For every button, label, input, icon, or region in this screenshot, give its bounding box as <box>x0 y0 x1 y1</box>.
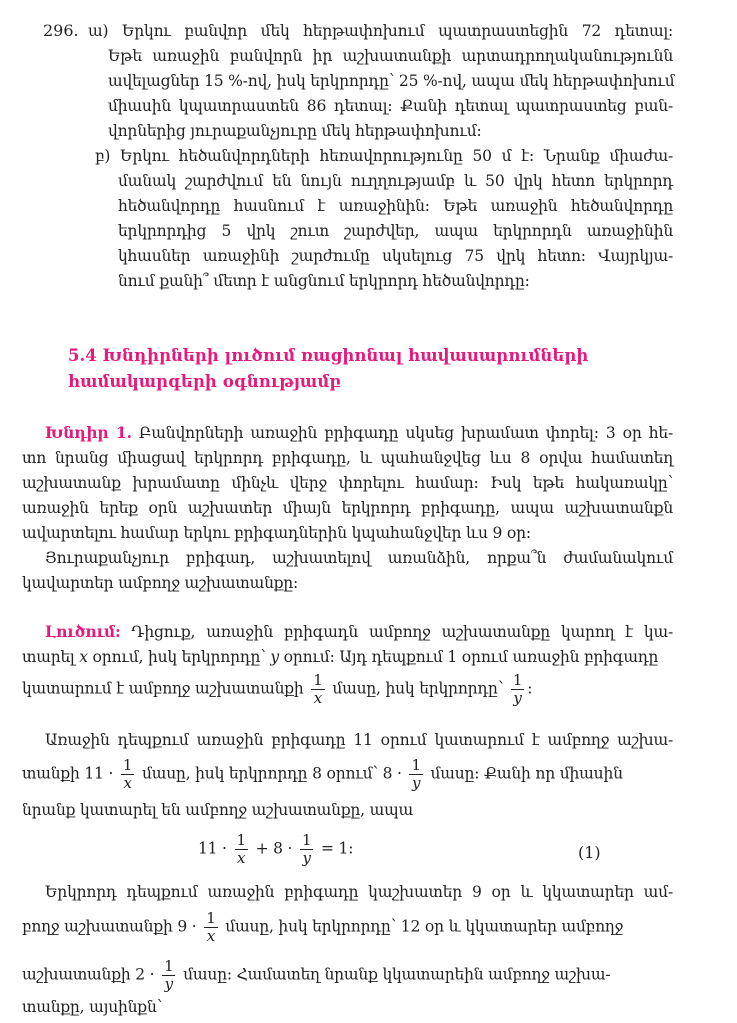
task-label: Խնդիր 1. <box>45 423 132 442</box>
problem-b-line: կհասներ առաջինի շարժումը սկսելուց 75 վրկ հետո: Վայրկյա- <box>118 247 673 265</box>
fraction-1-over-y <box>511 672 524 707</box>
problem-a-line: Եթե առաջին բանվորն իր աշխատանքի արտադրողականությունն <box>108 47 673 65</box>
variable-x: x <box>79 648 88 666</box>
problem-b-line: նում քանի՞ մետր է անցնում երկրորդ հեծանվորդը: <box>118 272 530 290</box>
solution-line <box>22 647 658 667</box>
text: մասը, իսկ երկրորդը 8 օրում՝ 8 · <box>137 764 407 783</box>
denominator: x <box>313 689 323 707</box>
solution-line <box>45 622 673 642</box>
fraction-1-over-x <box>121 757 134 792</box>
numerator: 1 <box>122 756 133 774</box>
fraction-1-over-x <box>235 832 248 867</box>
task-line: ավարտելու համար երկու բրիգադներին կպահանջվեր ևս 9 օր: <box>22 524 531 542</box>
fraction-1-over-y <box>162 958 175 993</box>
problem-number: 296. <box>43 21 79 40</box>
text: տարել <box>22 648 80 666</box>
numerator: 1 <box>164 957 174 975</box>
task-line: տո նրանց միացավ երկրորդ բրիգադը, և պահանջվեց ևս 8 օրվա համատեղ <box>22 449 673 467</box>
task-line: առաջին երեք օրն աշխատեր միայն երկրորդ բրիգադը, ապա աշխատանքն <box>22 499 673 517</box>
section-title: համակարգերի օգնությամբ <box>68 372 341 391</box>
text: տանքի 11 · <box>22 764 118 783</box>
denominator: y <box>411 774 421 792</box>
denominator: y <box>513 689 522 707</box>
equation-number: (1) <box>578 843 601 862</box>
solution-line <box>22 958 610 993</box>
task-question: Յուրաքանչյուր բրիգադ, աշխատելով առանձին, որքա՞ն ժամանակում <box>45 549 673 567</box>
text: օրում: Այդ դեպքում 1 օրում առաջին բրիգադը <box>278 648 659 666</box>
problem-b-line: բ) Երկու հեծանվորդների հեռավորությունը 50 մ է: Նրանք միաժա- <box>95 147 673 165</box>
task-text: Բանվորների առաջին բրիգադը սկսեց խրամատ փորել: 3 օր հե- <box>131 424 673 442</box>
solution-line <box>22 910 623 945</box>
fraction-1-over-x <box>204 910 217 945</box>
denominator: y <box>164 975 173 993</box>
variable-y: y <box>270 648 279 666</box>
text: մասը: Համատեղ նրանք կկատարեին ամբողջ աշխա- <box>178 965 611 984</box>
numerator: 1 <box>512 671 523 689</box>
solution-line: Երկրորդ դեպքում առաջին բրիգադը կաշխատեր 9 օր և կկատարեր ամ- <box>45 883 673 901</box>
task-question: կավարտեր ամբողջ աշխատանքը: <box>22 574 299 592</box>
denominator: y <box>302 849 311 867</box>
text: կատարում է ամբողջ աշխատանքի <box>22 679 309 698</box>
fraction-1-over-x <box>311 672 324 707</box>
fraction-1-over-y <box>300 832 313 867</box>
text: մասը, իսկ երկրորդը՝ <box>327 679 508 698</box>
denominator: x <box>206 927 215 945</box>
section-title: 5.4 Խնդիրների լուծում ռացիոնալ հավասարումների <box>68 346 589 365</box>
text: մասը, իսկ երկրորդը՝ 12 օր և կկատարեր ամբողջ <box>220 917 624 936</box>
problem-b-line: երկրորդից 5 վրկ շուտ շարժվեր, ապա երկրորդն առաջինին <box>118 222 673 240</box>
problem-a-line: ավելացներ 15 %-ով, իսկ երկրորդը՝ 25 %-ով, ապա մեկ հերթափոխում <box>108 72 675 90</box>
text: = 1: <box>316 839 354 858</box>
equation-1 <box>198 832 353 867</box>
problem-b-line: մանակ շարժվում են նույն ուղղությամբ և 50 վրկ հետո երկրորդ <box>118 172 673 190</box>
solution-label: Լուծում: <box>45 622 121 641</box>
problem-b-line: հեծանվորդը հասնում է առաջինին: Եթե առաջին հեծանվորդը <box>118 197 673 215</box>
solution-line <box>22 672 532 707</box>
denominator: x <box>237 849 246 867</box>
text: մասը: Քանի որ միասին <box>425 764 623 783</box>
solution-line: տանքը, այսինքն՝ <box>22 998 163 1016</box>
denominator: x <box>123 774 132 792</box>
problem-a-line: վորներից յուրաքանչյուրը մեկ հերթափոխում: <box>108 122 482 140</box>
solution-line: նրանք կատարել են ամբողջ աշխատանքը, ապա <box>22 801 413 819</box>
solution-text: Դիցուք, առաջին բրիգադն ամբողջ աշխատանքը կարող է կա- <box>120 623 673 641</box>
text: աշխատանքի 2 · <box>22 965 160 984</box>
fraction-1-over-y <box>409 757 422 792</box>
solution-line: Առաջին դեպքում առաջին բրիգադը 11 օրում կատարում է ամբողջ աշխա- <box>45 731 673 749</box>
text: օրում, իսկ երկրորդը՝ <box>87 648 271 666</box>
numerator: 1 <box>301 831 312 849</box>
text: բողջ աշխատանքի 9 · <box>22 917 202 936</box>
text: 11 · <box>198 839 232 858</box>
numerator: 1 <box>236 831 246 849</box>
text: : <box>527 679 533 698</box>
solution-line <box>22 757 623 792</box>
problem-a-line: միասին կպատրաստեն 86 դետալ: Քանի դետալ պատրաստեց բան- <box>108 97 673 115</box>
task-line: աշխատանք խրամատը մինչև վերջ փորելու համար: Իսկ եթե հակառակը՝ <box>22 474 673 492</box>
numerator: 1 <box>206 909 216 927</box>
numerator: 1 <box>313 671 323 689</box>
text: + 8 · <box>250 839 297 858</box>
task-line <box>45 423 673 443</box>
problem-a-line: ա) Երկու բանվոր մեկ հերթափոխում պատրաստեցին 72 դետալ: <box>88 22 673 40</box>
numerator: 1 <box>411 756 421 774</box>
